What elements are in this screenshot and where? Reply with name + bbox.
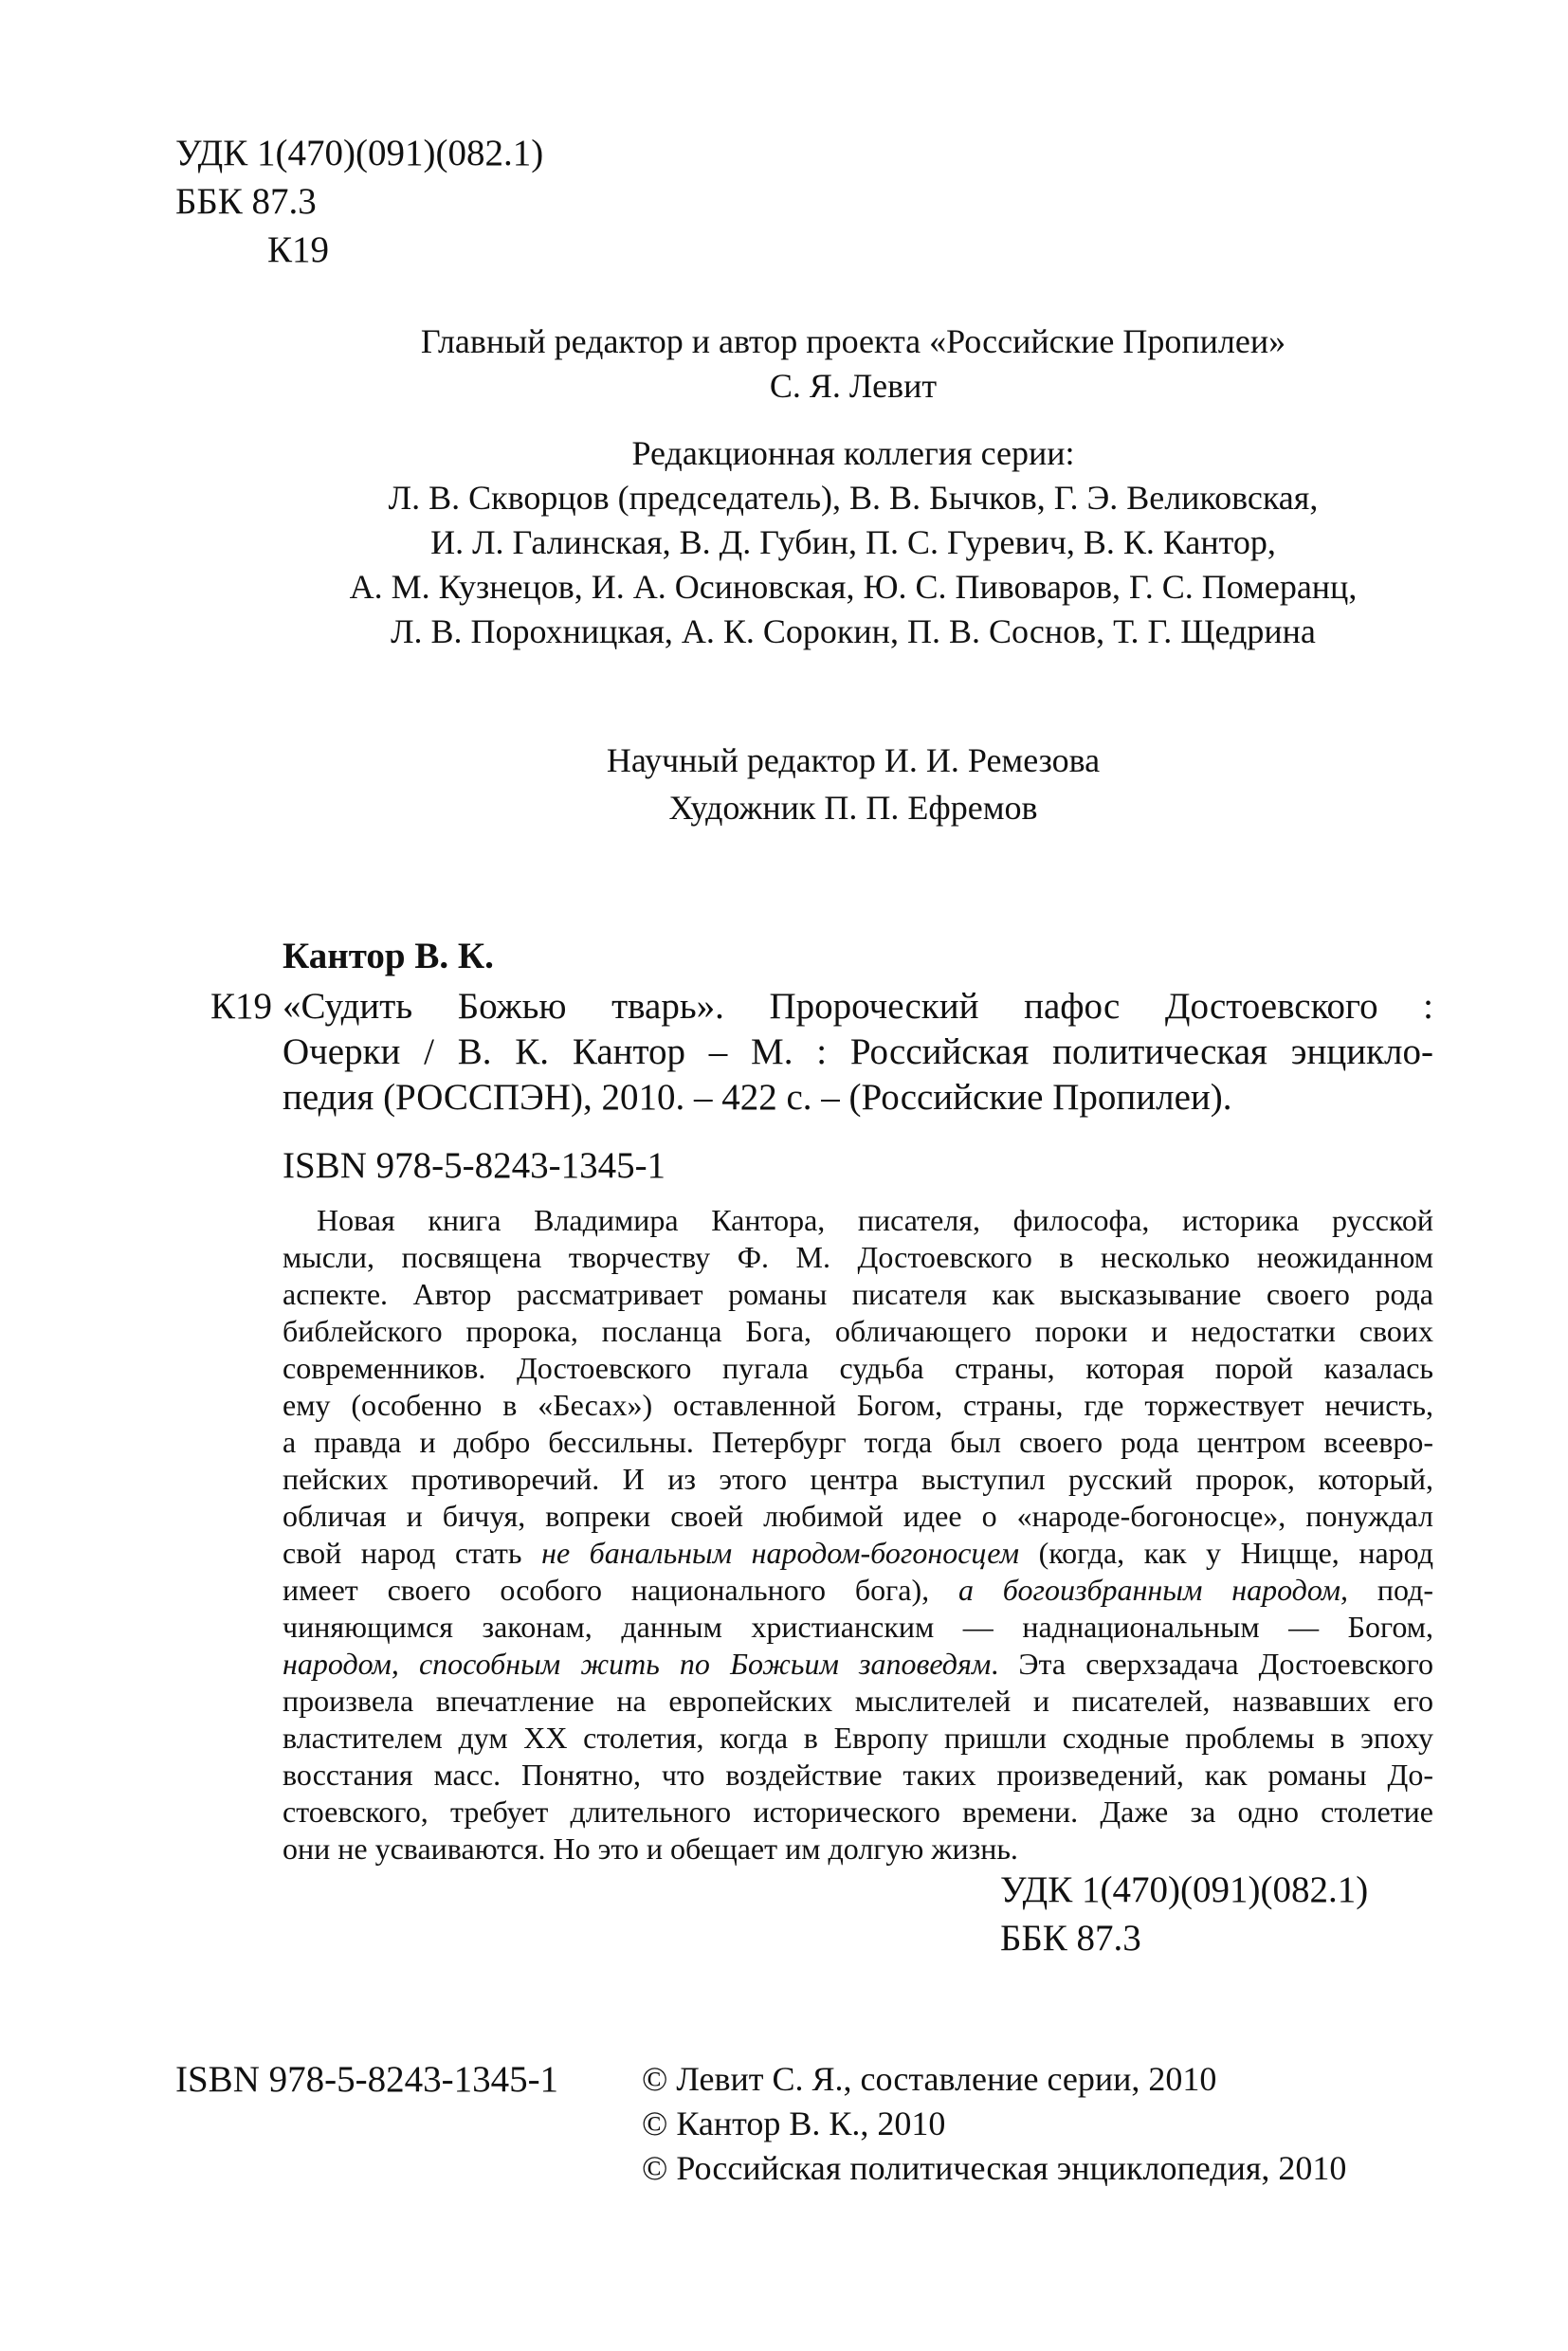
copyright-2: © Кантор В. К., 2010 [642,2105,946,2142]
annotation-line-mixed [283,1646,1433,1683]
annotation-line-mixed [283,1535,1433,1572]
board-line-1: Л. В. Скворцов (председатель), В. В. Бычков, Г. Э. Великовская, [388,479,1319,517]
copyright-3: © Российская политическая энциклопедия, 2010 [642,2149,1347,2187]
science-editor: Научный редактор И. И. Ремезова [606,741,1101,779]
copyright-1: © Левит С. Я., составление серии, 2010 [642,2060,1217,2098]
board-line-3: А. М. Кузнецов, И. А. Осиновская, Ю. С. Пивоваров, Г. С. Померанц, [349,568,1358,606]
bib-line-1: «Судить Божью тварь». Пророческий пафос Достоевского : [283,986,1433,1027]
udk-bottom: УДК 1(470)(091)(082.1) [1000,1869,1369,1910]
chief-editor-name: С. Я. Левит [769,367,938,405]
board-line-4: Л. В. Порохницкая, А. К. Сорокин, П. В. Соснов, Т. Г. Щедрина [391,612,1316,650]
footer-isbn: ISBN 978-5-8243-1345-1 [175,2059,559,2100]
author-heading: Кантор В. К. [283,936,494,976]
annotation-line: обличая и бичуя, вопреки своей любимой идее о «народе-богоносце», понуждал [283,1499,1433,1533]
annotation-line: библейского пророка, посланца Бога, обличающего пороки и недостатки своих [283,1314,1433,1348]
board-title: Редакционная коллегия серии: [631,434,1075,472]
bib-description [283,984,1433,1121]
annotation-line: произвела впечатление на европейских мыслителей и писателей, назвавших его [283,1684,1433,1718]
bbk-bottom: ББК 87.3 [1000,1918,1141,1959]
bib-line-3: педия (РОССПЭН), 2010. – 422 с. – (Российские Пропилеи). [283,1077,1232,1118]
annotation-line: современников. Достоевского пугала судьба страны, которая порой казалась [283,1351,1433,1385]
annotation-line: аспекте. Автор рассматривает романы писателя как высказывание своего рода [283,1277,1433,1311]
annotation-text: свой народ стать [283,1536,542,1570]
annotation-line: ему (особенно в «Бесах») оставленной Богом, страны, где торжествует нечисть, [283,1388,1433,1422]
annotation-line: они не усваиваются. Но это и обещает им долгую жизнь. [283,1832,1018,1866]
annotation-line: пейских противоречий. И из этого центра выступил русский пророк, который, [283,1462,1433,1496]
annotation-italic: не банальным народом-богоносцем [541,1536,1020,1570]
chief-editor-line: Главный редактор и автор проекта «Российские Пропилеи» [420,322,1286,360]
annotation-line-mixed [283,1572,1433,1609]
annotation-italic: народом, способным жить по Божьим заповедям [283,1647,992,1681]
annotation-text: имеет своего особого национального бога) [283,1573,922,1607]
udk-top: УДК 1(470)(091)(082.1) [175,133,544,173]
annotation-line: мысли, посвящена творчеству Ф. М. Достоевского в несколько неожиданном [283,1240,1433,1274]
annotation-line: восстания масс. Понятно, что воздействие таких произведений, как романы До- [283,1758,1433,1792]
code-top: К19 [267,229,330,270]
annotation [283,1202,1433,1868]
annotation-text: . Эта сверхзадача Достоевского [991,1647,1434,1681]
annotation-line: Новая книга Владимира Кантора, писателя, философа, историка русской [317,1203,1433,1237]
annotation-line: стоевского, требует длительного исторического времени. Даже за одно столетие [283,1795,1433,1829]
annotation-line: а правда и добро бессильны. Петербург тогда был своего рода центром всеевро- [283,1425,1433,1459]
artist: Художник П. П. Ефремов [668,789,1038,827]
annotation-line: чиняющимся законам, данным христианским — наднациональным — Богом, [283,1610,1433,1644]
bib-line-2: Очерки / В. К. Кантор – М. : Российская политическая энцикло- [283,1031,1433,1072]
annotation-text: под- [1348,1573,1434,1607]
bib-code: К19 [210,986,273,1027]
bib-isbn: ISBN 978-5-8243-1345-1 [283,1145,666,1186]
annotation-text: (когда, как у Ницще, народ [1019,1536,1434,1570]
annotation-line: властителем дум XX столетия, когда в Европу пришли сходные проблемы в эпоху [283,1721,1433,1755]
annotation-italic: , а богоизбранным народом, [921,1573,1349,1607]
board-line-2: И. Л. Галинская, В. Д. Губин, П. С. Гуревич, В. К. Кантор, [430,523,1276,561]
bbk-top: ББК 87.3 [175,181,317,222]
